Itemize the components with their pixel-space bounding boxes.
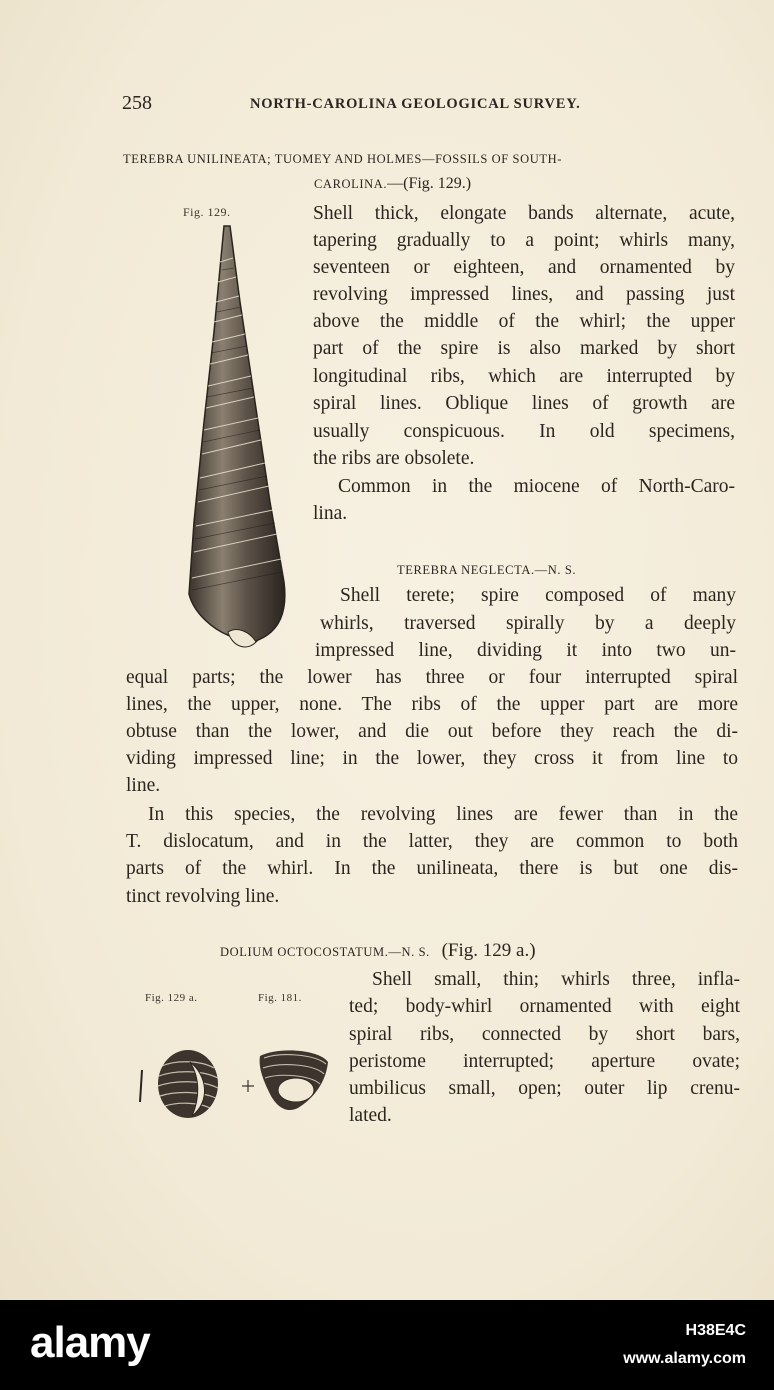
dolium-shell-side-view <box>260 1050 328 1110</box>
text-line: whirls, traversed spirally by a deeply <box>320 613 736 634</box>
text-line: peristome interrupted; aperture ovate; <box>349 1051 740 1072</box>
heading-caps-dolium: DOLIUM OCTOCOSTATUM.—N. S. <box>220 945 430 959</box>
text-line: Common in the miocene of North-Caro- <box>338 476 735 497</box>
text-line: the ribs are obsolete. <box>313 448 475 469</box>
figure-caption-181: Fig. 181. <box>258 992 302 1004</box>
text-line: lated. <box>349 1105 392 1126</box>
text-line: spiral ribs, connected by short bars, <box>349 1024 740 1045</box>
text-line: equal parts; the lower has three or four interrupted spiral <box>126 667 738 688</box>
species-heading-dolium-octocostatum <box>220 940 536 962</box>
text-line: above the middle of the whirl; the upper <box>313 311 735 332</box>
text-line: T. dislocatum, and in the latter, they are common to both <box>126 831 738 852</box>
text-line: Shell thick, elongate bands alternate, acute, <box>313 203 735 224</box>
text-line: usually conspicuous. In old specimens, <box>313 421 735 442</box>
text-line: Shell terete; spire composed of many <box>340 585 736 606</box>
image-code: H38E4C <box>685 1322 746 1339</box>
figure-caption-129a: Fig. 129 a. <box>145 992 198 1004</box>
alamy-logo: alamy <box>30 1318 150 1367</box>
text-line: impressed line, dividing it into two un- <box>315 640 736 661</box>
text-line: seventeen or eighteen, and ornamented by <box>313 257 735 278</box>
text-line: lines, the upper, none. The ribs of the upper part are more <box>126 694 738 715</box>
dolium-shell-front-view <box>158 1050 218 1118</box>
text-line: longitudinal ribs, which are interrupted by <box>313 366 735 387</box>
text-line: viding impressed line; in the lower, they cross it from line to <box>126 748 738 769</box>
watermark-footer <box>0 1300 774 1390</box>
page-number: 258 <box>122 92 152 114</box>
heading-caps-carolina: CAROLINA. <box>314 177 388 191</box>
text-line: lina. <box>313 503 348 524</box>
heading-fig-ref: (Fig. 129 a.) <box>441 940 536 961</box>
text-line: umbilicus small, open; outer lip crenu- <box>349 1078 740 1099</box>
text-line: line. <box>126 775 161 796</box>
text-line: Shell small, thin; whirls three, infla- <box>372 969 740 990</box>
dolium-shell-illustrations <box>130 1036 335 1126</box>
species-heading-terebra-unilineata: TEREBRA UNILINEATA; TUOMEY AND HOLMES—FOSSILS OF SOUTH- <box>123 152 562 166</box>
species-heading-continued <box>314 175 471 193</box>
text-line: tapering gradually to a point; whirls many, <box>313 230 735 251</box>
text-line: spiral lines. Oblique lines of growth are <box>313 393 735 414</box>
text-line: revolving impressed lines, and passing just <box>313 284 735 305</box>
site-url: www.alamy.com <box>623 1350 746 1367</box>
text-line: obtuse than the lower, and die out before they reach the di- <box>126 721 738 742</box>
heading-fig-ref: —(Fig. 129.) <box>387 175 472 192</box>
species-heading-terebra-neglecta: TEREBRA NEGLECTA.—N. S. <box>397 563 577 577</box>
text-line: In this species, the revolving lines are fewer than in the <box>148 804 738 825</box>
text-line: part of the spire is also marked by short <box>313 338 735 359</box>
running-title: NORTH-CAROLINA GEOLOGICAL SURVEY. <box>250 96 581 112</box>
figure-caption-129: Fig. 129. <box>183 205 231 219</box>
text-line: tinct revolving line. <box>126 886 280 907</box>
text-line: ted; body-whirl ornamented with eight <box>349 996 740 1017</box>
terebra-shell-illustration <box>180 222 295 657</box>
text-line: parts of the whirl. In the unilineata, there is but one dis- <box>126 858 738 879</box>
